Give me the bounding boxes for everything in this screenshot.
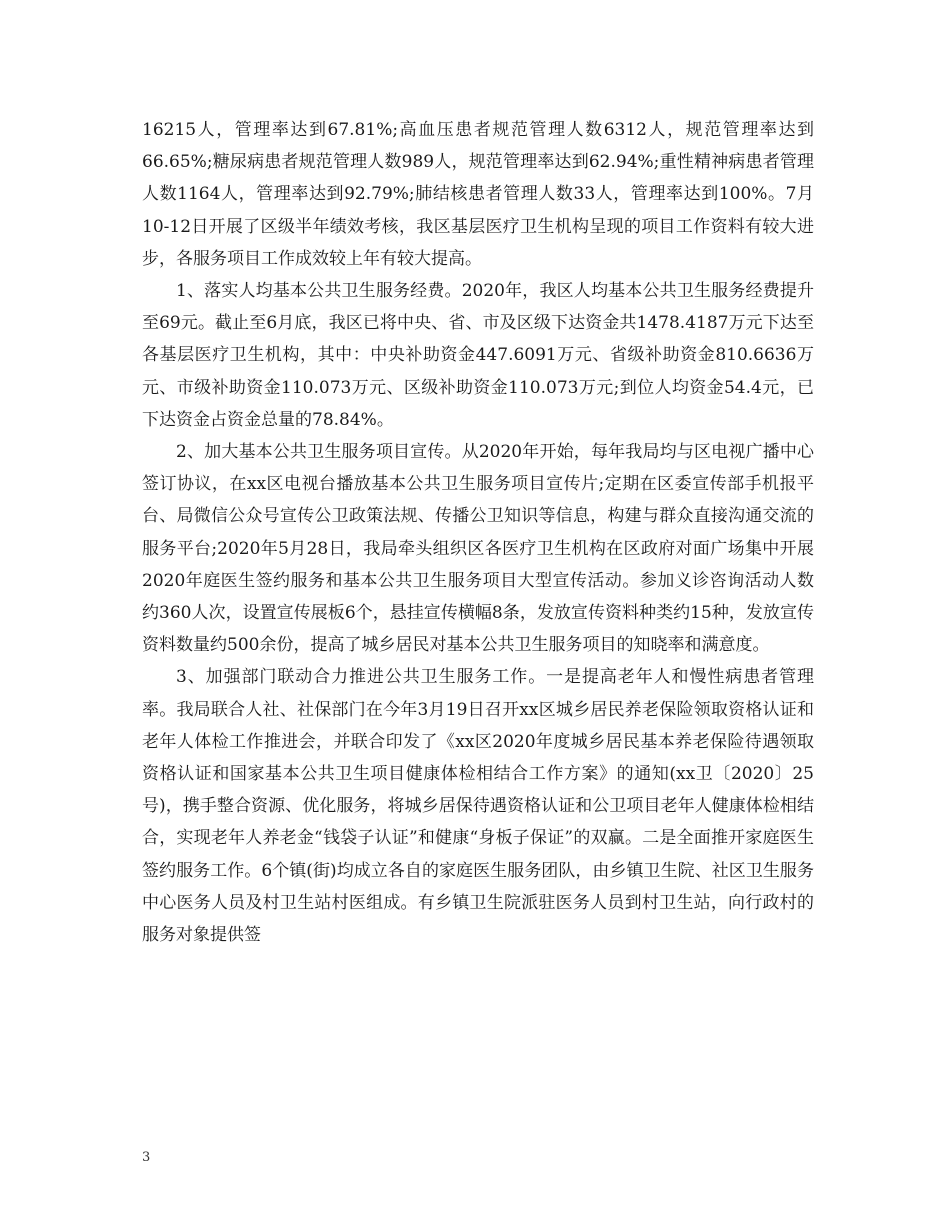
body-paragraph-2: 1、落实人均基本公共卫生服务经费。2020年，我区人均基本公共卫生服务经费提升至69元。截止至6月底，我区已将中央、省、市及区级下达资金共1478.4187万元下达至各基层医疗卫生机构，其中：中央补助资金447.6091万元、省级补助资金810.6636万元、市级补助资金110.073万元、区级补助资金110.073万元;到位人均资金54.4元，已下达资金占资金总量的78.84%。 — [142, 281, 814, 430]
body-paragraph-3: 2、加大基本公共卫生服务项目宣传。从2020年开始，每年我局均与区电视广播中心签订协议，在xx区电视台播放基本公共卫生服务项目宣传片;定期在区委宣传部手机报平台、局微信公众号宣传公卫政策法规、传播公卫知识等信息，构建与群众直接沟通交流的服务平台;2020年5月28日，我局牵头组织区各医疗卫生机构在区政府对面广场集中开展2020年庭医生签约服务和基本公共卫生服务项目大型宣传活动。参加义诊咨询活动人数约360人次，设置宣传展板6个，悬挂宣传横幅8条，发放宣传资料种类约15种，发放宣传资料数量约500余份，提高了城乡居民对基本公共卫生服务项目的知晓率和满意度。 — [142, 442, 814, 656]
body-paragraph-4: 3、加强部门联动合力推进公共卫生服务工作。一是提高老年人和慢性病患者管理率。我局联合人社、社保部门在今年3月19日召开xx区城乡居民养老保险领取资格认证和老年人体检工作推进会，并联合印发了《xx区2020年度城乡居民基本养老保险待遇领取资格认证和国家基本公共卫生项目健康体检相结合工作方案》的通知(xx卫〔2020〕25号)，携手整合资源、优化服务，将城乡居保待遇资格认证和公卫项目老年人健康体检相结合，实现老年人养老金“钱袋子认证”和健康“身板子保证”的双赢。二是全面推开家庭医生签约服务工作。6个镇(街)均成立各自的家庭医生服务团队，由乡镇卫生院、社区卫生服务中心医务人员及村卫生站村医组成。有乡镇卫生院派驻医务人员到村卫生站，向行政村的服务对象提供签 — [142, 667, 814, 946]
document-body — [142, 114, 814, 951]
body-paragraph-1: 16215人，管理率达到67.81%;高血压患者规范管理人数6312人，规范管理率达到66.65%;糖尿病患者规范管理人数989人，规范管理率达到62.94%;重性精神病患者管理人数1164人，管理率达到92.79%;肺结核患者管理人数33人，管理率达到100%。7月10-12日开展了区级半年绩效考核，我区基层医疗卫生机构呈现的项目工作资料有较大进步，各服务项目工作成效较上年有较大提高。 — [142, 120, 814, 269]
page-number: 3 — [142, 1150, 151, 1165]
